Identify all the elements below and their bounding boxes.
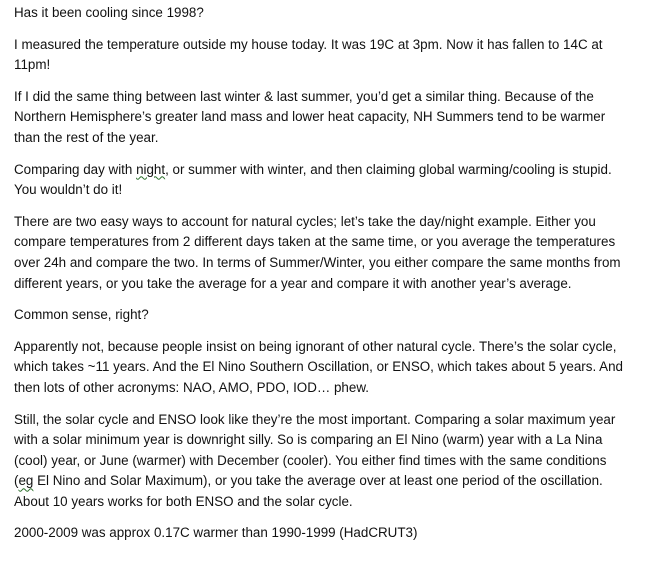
text-run: Still, the solar cycle and ENSO look like they’re the most important. Comparing a solar maximum year with a solar minimum year is downright silly. So is comparing an El Nino (warm) year with a La Nina (cool) year, or June (warmer) with December (cooler). You either find times with the same conditions (: [14, 411, 616, 489]
paragraph-seasons: If I did the same thing between last winter & last summer, you’d get a similar thing. Because of the Northern Hemisphere’s greater land mass and lower heat capacity, NH Summers tend to be warmer than the rest of the year.: [14, 88, 606, 145]
text-run: , or summer with winter, and then claiming global warming/cooling is stupid. You wouldn’t do it!: [14, 161, 612, 198]
paragraph-solar-maximum: [14, 410, 650, 513]
paragraph-hadcrut3: 2000-2009 was approx 0.17C warmer than 1990-1999 (HadCRUT3): [14, 525, 418, 541]
paragraph-day-night: [14, 160, 650, 201]
paragraph-question: Has it been cooling since 1998?: [14, 5, 204, 20]
spellcheck-flagged-word: night: [136, 161, 166, 177]
paragraph-common-sense: Common sense, right?: [14, 307, 149, 323]
text-run: Comparing day with: [14, 161, 137, 177]
document-body: [14, 3, 650, 555]
paragraph-solar-enso: Apparently not, because people insist on being ignorant of other natural cycle. There’s the solar cycle, which takes ~11 years. And the El Nino Southern Oscillation, or ENSO, which takes about 5 years. And then lots of other acronyms: NAO, AMO, PDO, IOD… phew.: [14, 338, 623, 395]
paragraph-measurement: I measured the temperature outside my house today. It was 19C at 3pm. Now it has fallen to 14C at 11pm!: [14, 36, 603, 73]
spellcheck-flagged-word: eg: [18, 473, 34, 489]
text-run: El Nino and Solar Maximum), or you take the average over at least one period of the oscillation. About 10 years works for both ENSO and the solar cycle.: [14, 473, 603, 509]
paragraph-natural-cycles: There are two easy ways to account for natural cycles; let’s take the day/night example. Either you compare temperatures from 2 different days taken at the same time, or you average the temperatures over 24h and compare the two. In terms of Summer/Winter, you either compare the same months from different years, or you take the average for a year and compare it with another year’s average.: [14, 213, 621, 291]
